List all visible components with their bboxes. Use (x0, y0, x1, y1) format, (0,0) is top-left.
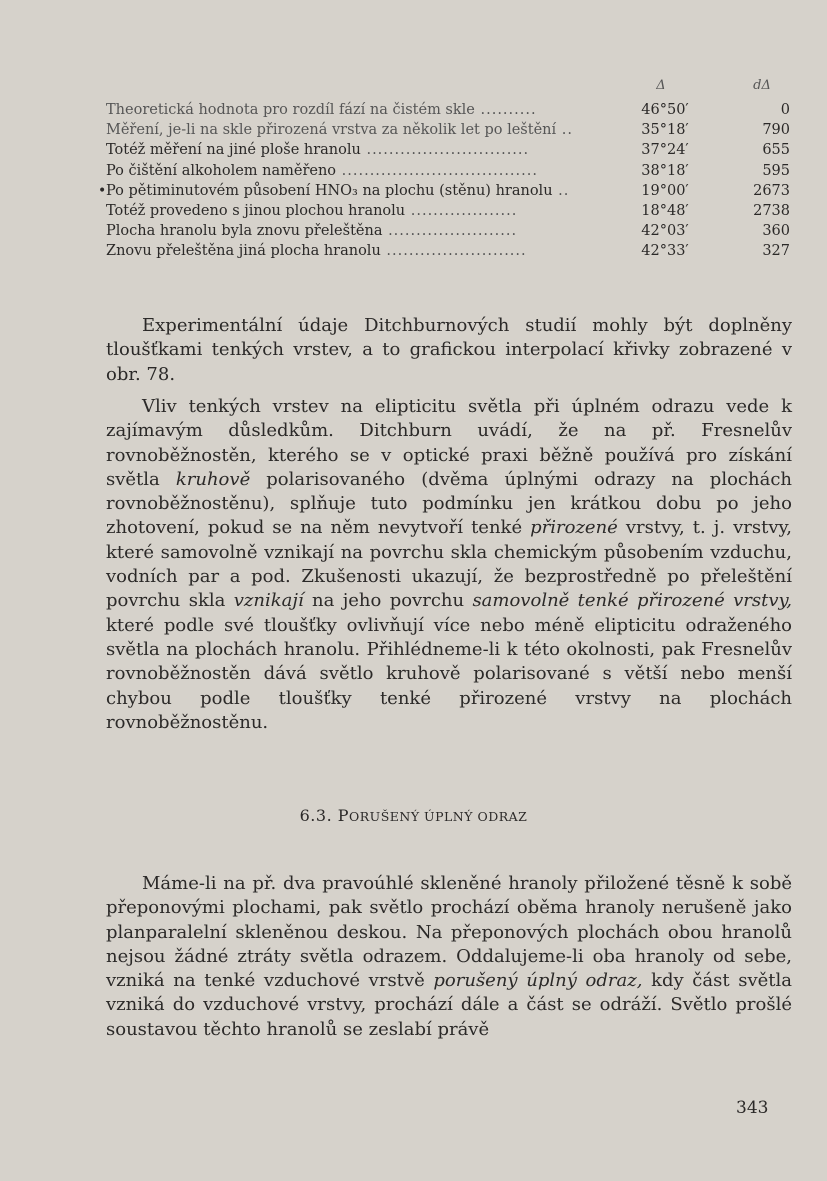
paragraph-frustrated-reflection (106, 872, 792, 1042)
emphasis: přirozené (530, 517, 618, 539)
row-delta: 0 (780, 102, 790, 118)
emphasis: kruhově (175, 468, 251, 490)
row-delta: 790 (762, 122, 790, 139)
table-row: • Po pětiminutovém působení HNO₃ na plochu (stěnu) hranolu .. 19°00′ 2673 (98, 182, 790, 199)
measurement-table (98, 78, 796, 262)
text-run: vrstvy, t. j. vrstvy, které samovolně vznikají na povrchu skla chemickým působením vzduchu, vodních par a pod. Zkušenosti ukazují, že bezprostředně po přeleštění povrchu skla (106, 517, 792, 612)
row-label: Znovu přeleštěna jiná plocha hranolu (106, 243, 381, 260)
text-run: které podle své tloušťky ovlivňují více nebo méně elipticitu odraženého světla na plochách hranolu. Přihlédneme-li k této okolnosti, pak Fresnelův rovnoběžnostěn dává světlo kruhově polarisované s větší nebo menší chybou podle tloušťky tenké přirozené vrstvy na plochách rovnoběžnostěnu. (106, 614, 792, 733)
paragraph-ditchburn-data: Experimentální údaje Ditchburnových studií mohly být doplněny tloušťkami tenkých vrstev, a to grafickou interpolací křivky zobrazené v obr. 78. (106, 315, 792, 385)
table-row: Plocha hranolu byla znovu přeleštěna ....................... 42°03′ 360 (106, 223, 790, 240)
row-label: Theoretická hodnota pro rozdíl fází na čistém skle (106, 102, 475, 118)
table-header (106, 78, 796, 100)
section-title-initial: P (337, 806, 350, 825)
section-number: 6.3. (299, 806, 333, 825)
row-delta: 595 (762, 162, 790, 179)
row-angle: 19°00′ (641, 182, 689, 199)
emphasis: vznikají (233, 590, 304, 612)
row-label: Po čištění alkoholem naměřeno (106, 162, 337, 179)
paragraph-thin-layers (106, 395, 792, 735)
row-delta: 360 (762, 223, 790, 240)
row-label: Totéž provedeno s jinou plochou hranolu (106, 202, 406, 219)
table-row: Po čištění alkoholem naměřeno ................................... 38°18′ 595 (106, 162, 790, 179)
row-angle: 42°33′ (641, 243, 689, 260)
table-row: Znovu přeleštěna jiná plocha hranolu ......................... 42°33′ 327 (106, 243, 790, 260)
row-angle: 37°24′ (641, 142, 689, 159)
row-label: Měření, je-li na skle přirozená vrstva za několik let po leštění (106, 122, 557, 139)
text-run: kdy část světla vzniká do vzduchové vrstvy, prochází dále a část se odráží. Světlo prošlé soustavou těchto hranolů se zeslabí právě (106, 970, 793, 1040)
page-number: 343 (736, 1098, 769, 1118)
row-angle: 42°03′ (641, 223, 689, 240)
row-label: Plocha hranolu byla znovu přeleštěna (106, 223, 383, 240)
row-delta: 327 (762, 243, 790, 260)
emphasis: samovolně tenké přirozené vrstvy, (472, 590, 792, 612)
delta-column-header: dΔ (753, 78, 771, 93)
text-run: Máme-li na př. dva pravoúhlé skleněné hranoly přiložené těsně k sobě přeponovými plochami, pak světlo prochází oběma hranoly nerušeně jako planparalelní skleněnou deskou. Na přeponových plochách obou hranolů nejsou žádné ztráty světla odrazem. Oddalujeme-li oba hranoly od sebe, vzniká na tenké vzduchové vrstvě (106, 873, 792, 992)
table-row: Theoretická hodnota pro rozdíl fází na čistém skle .......... 46°50′ 0 (106, 102, 790, 118)
text-run: na jeho povrchu (303, 590, 473, 612)
bullet-mark: • (98, 182, 107, 199)
angle-column-header: Δ (656, 78, 666, 93)
table-row: Totéž měření na jiné ploše hranolu ............................. 37°24′ 655 (106, 142, 790, 159)
row-angle: 38°18′ (641, 162, 689, 179)
row-delta: 2738 (753, 202, 790, 219)
row-angle: 18°48′ (641, 202, 689, 219)
row-angle: 35°18′ (641, 122, 689, 139)
table-row: Měření, je-li na skle přirozená vrstva za několik let po leštění .. 35°18′ 790 (106, 122, 790, 139)
row-label: Totéž měření na jiné ploše hranolu (106, 142, 361, 159)
text-run: polarisovaného (dvěma úplnými odrazy na plochách rovnoběžnostěnu), splňuje tuto podmínku jen krátkou dobu po jeho zhotovení, pokud se na něm nevytvoří tenké (106, 468, 792, 539)
row-angle: 46°50′ (641, 102, 689, 118)
row-delta: 2673 (753, 182, 790, 199)
row-label: Po pětiminutovém působení HNO₃ na plochu (stěnu) hranolu (106, 182, 553, 199)
table-row: Totéž provedeno s jinou plochou hranolu ................... 18°48′ 2738 (106, 202, 790, 219)
text-run: Vliv tenkých vrstev na elipticitu světla při úplném odrazu vede k zajímavým důsledkům. Ditchburn uvádí, že na př. Fresnelův rovnoběžnostěn, kterého se v optické praxi běžně používá pro získání světla (106, 396, 792, 490)
row-delta: 655 (762, 142, 790, 159)
section-heading (0, 806, 827, 825)
section-title-rest: ORUŠENÝ ÚPLNÝ ODRAZ (349, 809, 528, 824)
emphasis: porušený úplný odraz, (433, 970, 643, 992)
